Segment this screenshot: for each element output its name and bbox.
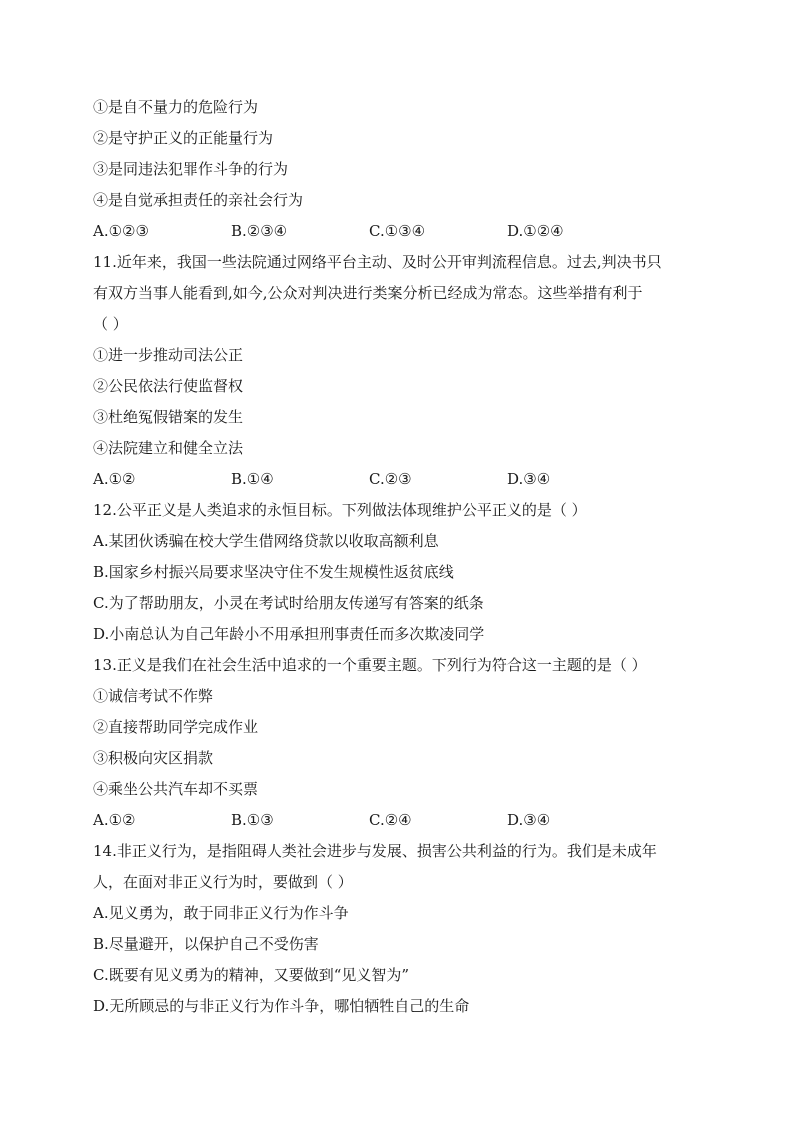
question-10 <box>93 92 705 247</box>
q13-item-2: ②直接帮助同学完成作业 <box>93 718 259 736</box>
exam-page <box>93 92 705 1022</box>
q14-option-d: D.无所顾忌的与非正义行为作斗争，哪怕牺牲自己的生命 <box>93 997 470 1015</box>
q12-stem: 12.公平正义是人类追求的永恒目标。下列做法体现维护公平正义的是（ ） <box>93 501 587 519</box>
q13-item-3: ③积极向灾区捐款 <box>93 749 214 767</box>
q11-stem-line-2: 有双方当事人能看到,如今,公众对判决进行类案分析已经成为常态。这些举措有利于 <box>93 284 643 302</box>
q12-option-a: A.某团伙诱骗在校大学生借网络贷款以收取高额利息 <box>93 532 439 550</box>
q11-stem-line-1: 11.近年来，我国一些法院通过网络平台主动、及时公开审判流程信息。过去,判决书只 <box>93 253 662 271</box>
q11-option-b: B.①④ <box>231 470 274 488</box>
q13-option-d: D.③④ <box>507 811 551 829</box>
q14-stem-line-1: 14.非正义行为，是指阻碍人类社会进步与发展、损害公共利益的行为。我们是未成年 <box>93 842 657 860</box>
question-12 <box>93 495 705 650</box>
q10-item-1: ①是自不量力的危险行为 <box>93 98 259 116</box>
q10-item-4: ④是自觉承担责任的亲社会行为 <box>93 191 304 209</box>
q13-option-a: A.①② <box>93 811 136 829</box>
q14-option-b: B.尽量避开，以保护自己不受伤害 <box>93 935 319 953</box>
q11-item-2: ②公民依法行使监督权 <box>93 377 244 395</box>
q10-item-2: ②是守护正义的正能量行为 <box>93 129 274 147</box>
q11-item-4: ④法院建立和健全立法 <box>93 439 244 457</box>
q10-option-d: D.①②④ <box>507 222 564 240</box>
q12-option-d: D.小南总认为自己年龄小不用承担刑事责任而多次欺凌同学 <box>93 625 485 643</box>
q11-option-d: D.③④ <box>507 470 551 488</box>
q10-option-b: B.②③④ <box>231 222 288 240</box>
q13-options <box>93 805 705 836</box>
question-13 <box>93 650 705 836</box>
question-11 <box>93 247 705 495</box>
q11-option-a: A.①② <box>93 470 136 488</box>
q14-option-a: A.见义勇为，敢于同非正义行为作斗争 <box>93 904 349 922</box>
q12-option-c: C.为了帮助朋友，小灵在考试时给朋友传递写有答案的纸条 <box>93 594 484 612</box>
q13-option-c: C.②④ <box>369 811 412 829</box>
q11-item-3: ③杜绝冤假错案的发生 <box>93 408 244 426</box>
q14-option-c: C.既要有见义勇为的精神，又要做到“见义智为” <box>93 966 410 984</box>
q12-option-b: B.国家乡村振兴局要求坚决守住不发生规模性返贫底线 <box>93 563 454 581</box>
q10-option-a: A.①②③ <box>93 222 149 240</box>
q13-option-b: B.①③ <box>231 811 274 829</box>
question-14 <box>93 836 705 1022</box>
q10-options <box>93 216 705 247</box>
q14-stem-line-2: 人，在面对非正义行为时，要做到（ ） <box>93 873 353 891</box>
q13-item-4: ④乘坐公共汽车却不买票 <box>93 780 259 798</box>
q10-item-3: ③是同违法犯罪作斗争的行为 <box>93 160 289 178</box>
q13-item-1: ①诚信考试不作弊 <box>93 687 214 705</box>
q11-option-c: C.②③ <box>369 470 412 488</box>
q11-options <box>93 464 705 495</box>
q13-stem: 13.正义是我们在社会生活中追求的一个重要主题。下列行为符合这一主题的是（ ） <box>93 656 647 674</box>
q11-answer-blank: （ ） <box>93 315 128 333</box>
q10-option-c: C.①③④ <box>369 222 426 240</box>
q11-item-1: ①进一步推动司法公正 <box>93 346 244 364</box>
